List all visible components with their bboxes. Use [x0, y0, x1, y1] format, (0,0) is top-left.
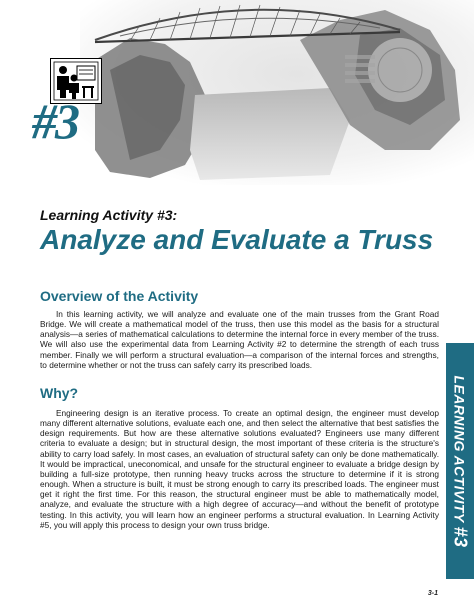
activity-label: Learning Activity #3:: [40, 207, 178, 223]
why-paragraph: [40, 408, 439, 530]
overview-text: In this learning activity, we will analyze and evaluate one of the main trusses from the Grant Road Bridge. We will create a mathematical model of the truss, then use this model as the basis for a structural analysis—a series of mathematical calculations to determine the internal force in every member of the truss. We will also use the experimental data from Learning Activity #2 to determine the strength of each truss member. Finally we will perform a structural evaluation—a comparison of the internal forces and strengths, to determine whether or not the truss can safely carry its prescribed loads.: [40, 309, 439, 370]
side-tab: [446, 343, 474, 579]
overview-paragraph: [40, 309, 439, 370]
side-tab-label: [450, 375, 471, 547]
why-heading: Why?: [40, 385, 79, 401]
overview-heading: Overview of the Activity: [40, 288, 199, 304]
side-tab-number: #3: [450, 526, 471, 547]
page-number: 3-1: [427, 590, 438, 597]
side-tab-text: LEARNING ACTIVITY: [451, 375, 468, 522]
why-text: Engineering design is an iterative process. To create an optimal design, the engineer must develop many different alternative solutions, evaluate each one, and then select the alternative that best satisfies the design requirements. But how are these alternative solutions evaluated? Engineers use many different criteria to evaluate a design; but in structural design, the most important of these criteria is the structure's ability to carry load safely. In most cases, an evaluation of structural safety can only be done mathematically. It would be impractical, uneconomical, and unsafe for the structural engineer to evaluate a bridge design by building a full-size prototype, then running heavy trucks across the structure to determine if it is strong enough. When a structure is built, it must be strong enough to carry its prescribed loads. The engineer must get it right the first time. For this reason, the structural engineer must be able to mathematically model, analyze, and evaluate the structure with a high degree of accuracy—and without the benefit of prototype testing. In this activity, you will learn how an engineer performs a structural evaluation. In Learning Activity #5, you will apply this process to design your own truss bridge.: [40, 408, 439, 530]
page-title: Analyze and Evaluate a Truss: [40, 224, 434, 255]
activity-number: #3: [32, 93, 78, 149]
